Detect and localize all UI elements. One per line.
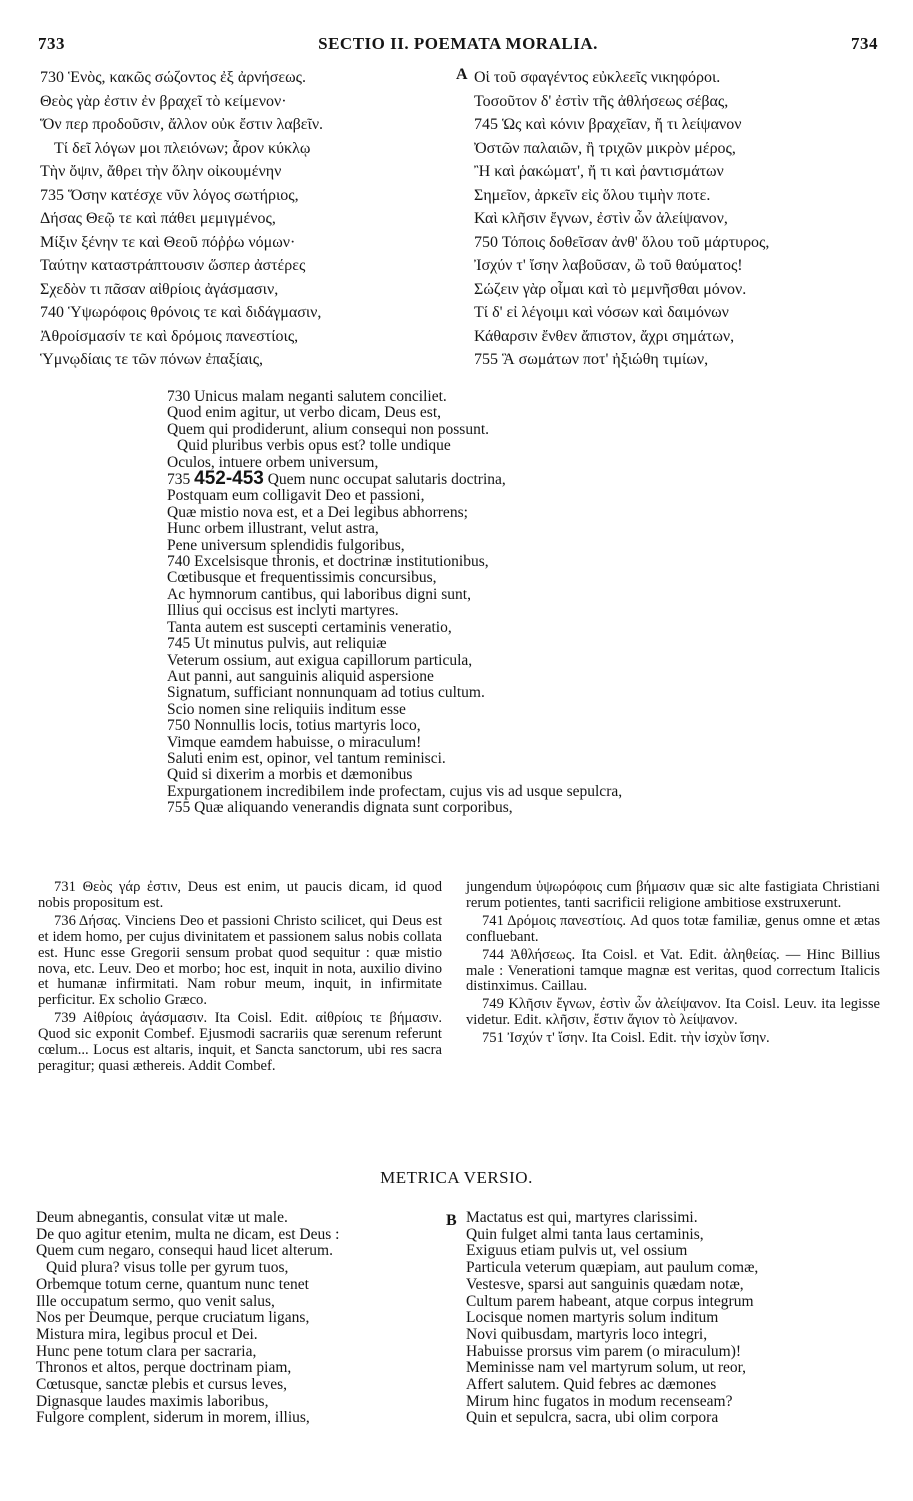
- greek-line: 745 Ὡς καὶ κόνιν βραχεῖαν, ἤ τι λείψανον: [474, 116, 742, 133]
- greek-line: Ὅν περ προδοῦσιν, ἄλλον οὐκ ἔστιν λαβεῖν.: [40, 116, 324, 133]
- verse-line: Mirum hinc fugatos in modum recenseam?: [466, 1392, 733, 1410]
- latin-line: Quid pluribus verbis opus est? tolle undique: [177, 437, 451, 455]
- greek-line: 750 Τόποις δοθεῖσαν ἀνθ' ὅλου τοῦ μάρτυρος,: [474, 233, 770, 251]
- greek-line: Σώζειν γὰρ οἶμαι καὶ τὸ μεμνῆσθαι μόνον.: [474, 280, 747, 298]
- verse-line: Vestesve, sparsi aut sanguinis quædam notæ,: [466, 1275, 744, 1293]
- verse-line: Cœtusque, sanctæ plebis et cursus leves,: [36, 1376, 287, 1394]
- notes-column-left: [38, 880, 442, 1075]
- verse-line: Exiguus etiam pulvis ut, vel ossium: [466, 1242, 688, 1260]
- latin-line: Cœtibusque et frequentissimis concursibus,: [167, 569, 437, 587]
- page-header: [38, 34, 878, 58]
- greek-line: Μίξιν ξένην τε καὶ Θεοῦ πόῤῥω νόμων·: [40, 233, 296, 251]
- verse-line: Quid plura? visus tolle per gyrum tuos,: [46, 1259, 289, 1277]
- greek-line: Σημεῖον, ἀρκεῖν εἰς ὅλου τιμὴν ποτε.: [474, 186, 711, 204]
- greek-line: 735 Ὅσην κατέσχε νῦν λόγος σωτήριος,: [40, 186, 299, 204]
- verse-number: 735: [167, 471, 191, 489]
- verse-line: Quem cum negaro, consequi haud licet alterum.: [36, 1242, 333, 1260]
- greek-line: Τὴν ὄψιν, ἄθρει τὴν ὅλην οἰκουμένην: [40, 163, 282, 180]
- verse-line: Thronos et altos, perque doctrinam piam,: [36, 1359, 292, 1377]
- latin-line-text: Quem nunc occupat salutaris doctrina,: [267, 471, 506, 489]
- latin-line: Hunc orbem illustrant, velut astra,: [167, 520, 379, 538]
- margin-marker-a: A: [456, 66, 468, 83]
- greek-line: Ὑμνῳδίαις τε τῶν πόνων ἐπαξίαις,: [40, 351, 264, 368]
- running-title: SECTIO II. POEMATA MORALIA.: [318, 34, 598, 53]
- verse-line: Affert salutem. Quid febres ac dæmones: [466, 1376, 717, 1394]
- latin-line: Postquam eum colligavit Deo et passioni,: [167, 487, 425, 505]
- section-heading: METRICA VERSIO.: [380, 1168, 533, 1187]
- greek-line: Δήσας Θεῷ τε καὶ πάθει μεμιγμένος,: [40, 210, 276, 227]
- latin-line: Quid si dixerim a morbis et dæmonibus: [167, 766, 413, 784]
- metrica-column-left: [36, 1210, 436, 1427]
- latin-line: Pene universum splendidis fulgoribus,: [167, 536, 405, 554]
- note-paragraph: 749 Κλῆσιν ἔγνων, ἐστὶν ὧν ἀλείψανον. Ita Coisl. Leuv. ita legisse videtur. Edit. κλῆσιν, ἔστιν ἅγιον τὸ λείψανον.: [466, 996, 880, 1029]
- latin-line: Quem qui prodiderunt, alium consequi non possunt.: [167, 420, 490, 438]
- verse-line: Mistura mira, legibus procul et Dei.: [36, 1325, 258, 1343]
- latin-line-735: [167, 468, 867, 490]
- latin-line: Quæ mistio nova est, et a Dei legibus abhorrens;: [167, 503, 468, 521]
- latin-line: Signatum, sufficiant nonnunquam ad totius cultum.: [167, 684, 485, 702]
- verse-line: Meminisse nam vel martyrum solum, ut reor,: [466, 1359, 747, 1377]
- note-paragraph: 731 Θεὸς γάρ ἐστιν, Deus est enim, ut paucis dicam, id quod nobis propositum est.: [38, 879, 442, 911]
- metrica-column-right: [466, 1210, 880, 1427]
- greek-line: Ὀστῶν παλαιῶν, ἢ τριχῶν μικρὸν μέρος,: [474, 139, 736, 157]
- latin-translation: [167, 389, 867, 817]
- verse-line: Particula veterum quæpiam, aut paulum comæ,: [466, 1259, 759, 1277]
- latin-line: Illius qui occisus est inclyti martyres.: [167, 602, 399, 620]
- latin-line: 755 Quæ aliquando venerandis dignata sunt corporibus,: [167, 799, 513, 817]
- note-paragraph: 751 Ἰσχύν τ' ἴσην. Ita Coisl. Edit. τὴν ἰσχὺν ἴσην.: [482, 1030, 770, 1047]
- greek-line: Ἰσχύν τ' ἴσην λαβοῦσαν, ὢ τοῦ θαύματος!: [474, 257, 743, 274]
- greek-line: Τοσοῦτον δ' ἐστὶν τῆς ἀθλήσεως σέβας,: [474, 92, 729, 110]
- latin-line: Oculos, intuere orbem universum,: [167, 453, 379, 471]
- latin-line: Saluti enim est, opinor, vel tantum reminisci.: [167, 749, 446, 767]
- latin-line: Expurgationem incredibilem inde profectam, cujus vis ad usque sepulcra,: [167, 782, 623, 800]
- verse-line: Ille occupatum sermo, quo venit salus,: [36, 1292, 275, 1310]
- latin-line: Veterum ossium, aut exigua capillorum particula,: [167, 651, 473, 669]
- greek-line: Ἀθροίσμασίν τε καὶ δρόμοις πανεστίοις,: [40, 327, 299, 345]
- greek-line: Καὶ κλῆσιν ἔγνων, ἐστὶν ὧν ἀλείψανον,: [474, 210, 728, 227]
- greek-line: Ἢ καὶ ῥακώματ', ἤ τι καὶ ῥαντισμάτων: [474, 163, 724, 180]
- latin-line: 750 Nonnullis locis, totius martyris loco,: [167, 717, 421, 735]
- verse-line: Habuisse prorsus vim parem (o miraculum)!: [466, 1342, 742, 1360]
- greek-column-right: [474, 66, 884, 372]
- verse-line: Novi quibusdam, martyris loco integri,: [466, 1325, 708, 1343]
- greek-line: 755 Ἃ σωμάτων ποτ' ἠξιώθη τιμίων,: [474, 351, 709, 368]
- page-number-right: 734: [851, 34, 878, 53]
- latin-line: Tanta autem est suscepti certaminis veneratio,: [167, 618, 452, 636]
- margin-marker-b: B: [446, 1212, 457, 1229]
- note-paragraph: 744 Ἀθλήσεως. Ita Coisl. et Vat. Edit. ἀληθείας. — Hinc Billius male : Venerationi tamque magnæ est veritas, quod correctum Italicis distinximus. Caillau.: [466, 946, 880, 995]
- verse-line: Orbemque totum cerne, quantum nunc tenet: [36, 1275, 309, 1293]
- verse-line: Nos per Deumque, perque cruciatum ligans,: [36, 1309, 310, 1327]
- latin-line: Ac hymnorum cantibus, qui laboribus digni sunt,: [167, 585, 471, 603]
- latin-line: 745 Ut minutus pulvis, aut reliquiæ: [167, 635, 387, 653]
- greek-line: Κάθαρσιν ἔνθεν ἄπιστον, ἄχρι σημάτων,: [474, 327, 735, 345]
- greek-line: 740 Ὑψωρόφοις θρόνοις τε καὶ διδάγμασιν,: [40, 304, 322, 321]
- latin-line: Quod enim agitur, ut verbo dicam, Deus est,: [167, 404, 442, 422]
- greek-line: Σχεδὸν τι πᾶσαν αἰθρίοις ἀγάσμασιν,: [40, 280, 279, 298]
- greek-line: Οἱ τοῦ σφαγέντος εὐκλεεῖς νικηφόροι.: [474, 69, 721, 86]
- verse-line: Dignasque laudes maximis laboribus,: [36, 1392, 269, 1410]
- column-marker: 452-453: [194, 468, 264, 490]
- verse-line: De quo agitur etenim, multa ne dicam, est Deus :: [36, 1225, 340, 1243]
- greek-column-left: [40, 66, 440, 372]
- note-paragraph: 741 Δρόμοις πανεστίοις. Ad quos totæ familiæ, genus omne et ætas confluebant.: [466, 912, 880, 945]
- greek-line: Τί δ' εἰ λέγοιμι καὶ νόσων καὶ δαιμόνων: [474, 304, 729, 321]
- notes-column-right: [466, 880, 880, 1047]
- latin-line: 730 Unicus malam neganti salutem conciliet.: [167, 388, 447, 405]
- verse-line: Cultum parem habeant, atque corpus integrum: [466, 1292, 754, 1310]
- greek-line: 730 Ἑνὸς, κακῶς σώζοντος ἐξ ἀρνήσεως.: [40, 69, 306, 86]
- greek-line: Τί δεῖ λόγων μοι πλειόνων; ἆρον κύκλῳ: [54, 139, 311, 157]
- latin-line: Aut panni, aut sanguinis aliquid aspersione: [167, 667, 434, 685]
- verse-line: Quin et sepulcra, sacra, ubi olim corpora: [466, 1409, 719, 1427]
- greek-line: Θεὸς γὰρ ἐστιν ἐν βραχεῖ τὸ κείμενον·: [40, 92, 287, 110]
- greek-line: Ταύτην καταστράπτουσιν ὥσπερ ἀστέρες: [40, 257, 306, 274]
- verse-line: Locisque nomen martyris solum inditum: [466, 1309, 719, 1327]
- note-paragraph: 736 Δήσας. Vinciens Deo et passioni Christo scilicet, qui Deus est et idem homo, per cujus divinitatem et passionem salus nobis collata est. Hunc esse Gregorii sensum probat quod sequitur : quæ mistio nova, etc. Leuv. Deo et morbo; hoc est, inquit in nota, auxilio divino et humanæ infirmitati. Nam robur meum, inquit, in infirmitate perficitur. Ex scholio Græco.: [38, 912, 442, 1009]
- verse-line: Deum abnegantis, consulat vitæ ut male.: [36, 1209, 288, 1226]
- page-number-left: 733: [38, 34, 65, 53]
- latin-line: Vimque eamdem habuisse, o miraculum!: [167, 733, 422, 751]
- latin-line: Scio nomen sine reliquiis inditum esse: [167, 700, 406, 718]
- verse-line: Fulgore complent, siderum in morem, illius,: [36, 1409, 310, 1427]
- note-paragraph: 739 Αἰθρίοις ἀγάσμασιν. Ita Coisl. Edit. αἰθρίοις τε βήμασιν. Quod sic exponit Combef. Ejusmodi sacrariis quæ serenum referunt cœlum... Locus est altaris, inquit, et Sancta sanctorum, ubi res sacra peragitur; quasi æthereis. Addit Combef.: [38, 1010, 442, 1074]
- verse-line: Hunc pene totum clara per sacraria,: [36, 1342, 257, 1360]
- verse-line: Mactatus est qui, martyres clarissimi.: [466, 1209, 698, 1226]
- verse-line: Quin fulget almi tanta laus certaminis,: [466, 1225, 704, 1243]
- note-paragraph: jungendum ὑψωρόφοις cum βήμασιν quæ sic alte fastigiata Christiani rerum potientes, tanti sacrificii religione ambitiose exstruxerunt.: [466, 879, 880, 911]
- latin-line: 740 Excelsisque thronis, et doctrinæ institutionibus,: [167, 553, 489, 571]
